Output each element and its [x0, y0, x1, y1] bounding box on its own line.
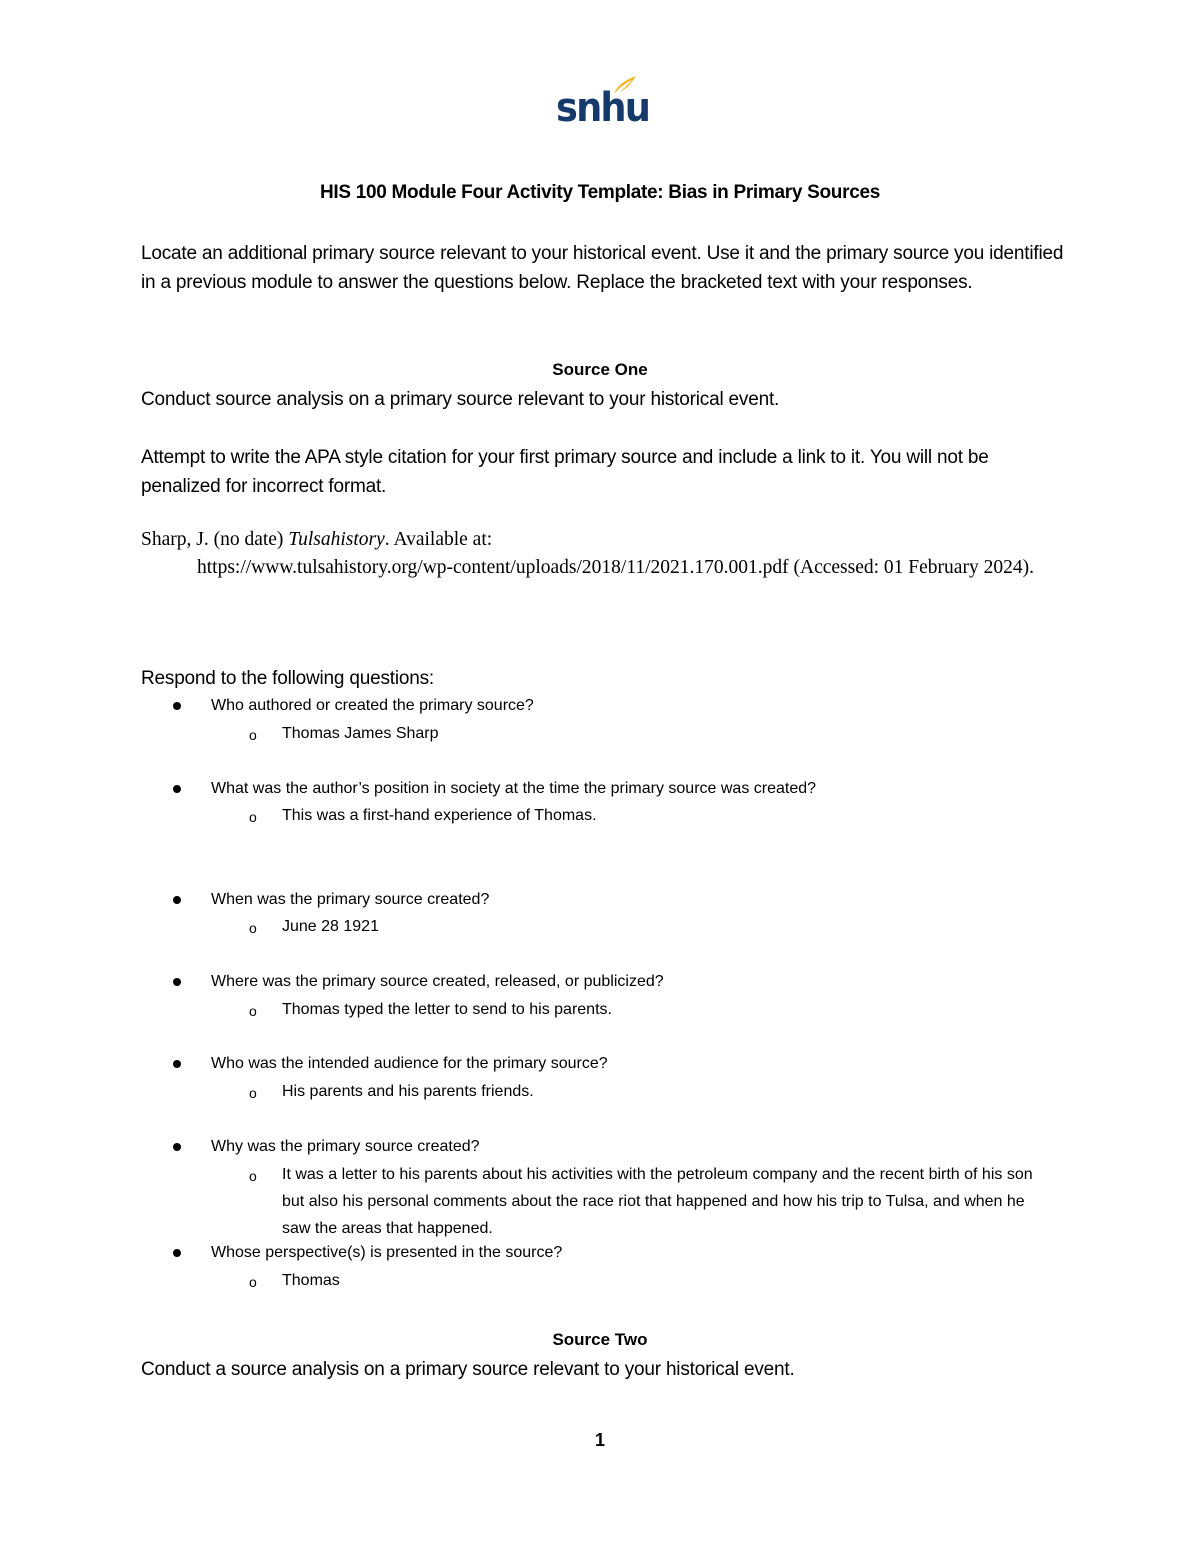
respond-label: Respond to the following questions:: [141, 668, 434, 689]
bullet-icon: [173, 1143, 181, 1151]
logo-text: snhu: [556, 85, 650, 131]
sub-bullet-icon: o: [249, 1085, 257, 1101]
question-7: Whose perspective(s) is presented in the source?: [211, 1244, 563, 1261]
sub-bullet-icon: o: [249, 920, 257, 936]
page-number: 1: [594, 1430, 605, 1450]
question-1: Who authored or created the primary source?: [211, 697, 534, 714]
citation: [141, 526, 1061, 582]
snhu-logo: [556, 74, 650, 134]
bullet-icon: [173, 896, 181, 904]
answer-2: This was a first-hand experience of Thomas.: [282, 807, 597, 824]
question-4: Where was the primary source created, released, or publicized?: [211, 973, 664, 990]
citation-prefix: Sharp, J. (no date): [141, 529, 289, 550]
citation-link: https://www.tulsahistory.org/wp-content/uploads/2018/11/2021.170.001.pdf (Accessed: 01 February 2024).: [197, 557, 1034, 578]
answer-6: It was a letter to his parents about his activities with the petroleum company and the recent birth of his son but also his personal comments about the race riot that happened and how his trip to Tulsa, and when he saw the areas that happened.: [282, 1166, 1033, 1237]
sub-bullet-icon: o: [249, 1003, 257, 1019]
question-3: When was the primary source created?: [211, 891, 490, 908]
citation-title: Tulsahistory: [288, 529, 385, 550]
question-6: Why was the primary source created?: [211, 1138, 480, 1155]
source-two-instruction: Conduct a source analysis on a primary source relevant to your historical event.: [141, 1359, 795, 1380]
citation-prompt: Attempt to write the APA style citation for your first primary source and include a link to it. You will not be penalized for incorrect format.: [141, 447, 989, 497]
bullet-icon: [173, 785, 181, 793]
source-one-instruction: Conduct source analysis on a primary source relevant to your historical event.: [141, 389, 780, 410]
source-one-heading: Source One: [552, 360, 648, 379]
answer-1: Thomas James Sharp: [282, 725, 439, 742]
bullet-icon: [173, 1060, 181, 1068]
answer-5: His parents and his parents friends.: [282, 1083, 534, 1100]
citation-suffix: . Available at:: [384, 529, 493, 550]
document-title: HIS 100 Module Four Activity Template: Bias in Primary Sources: [319, 182, 880, 203]
sub-bullet-icon: o: [249, 1274, 257, 1290]
source-two-heading: Source Two: [552, 1330, 648, 1349]
sub-bullet-icon: o: [249, 1168, 257, 1184]
bullet-icon: [173, 978, 181, 986]
answer-4: Thomas typed the letter to send to his parents.: [282, 1001, 612, 1018]
bullet-icon: [173, 702, 181, 710]
question-5: Who was the intended audience for the primary source?: [211, 1055, 608, 1072]
sub-bullet-icon: o: [249, 809, 257, 825]
question-2: What was the author’s position in society at the time the primary source was created?: [211, 780, 817, 797]
answer-7: Thomas: [282, 1272, 340, 1289]
answer-3: June 28 1921: [282, 918, 379, 935]
sub-bullet-icon: o: [249, 727, 257, 743]
bullet-icon: [173, 1249, 181, 1257]
intro-paragraph: Locate an additional primary source relevant to your historical event. Use it and the primary source you identified in a previous module to answer the questions below. Replace the bracketed text with your responses.: [141, 243, 1064, 293]
